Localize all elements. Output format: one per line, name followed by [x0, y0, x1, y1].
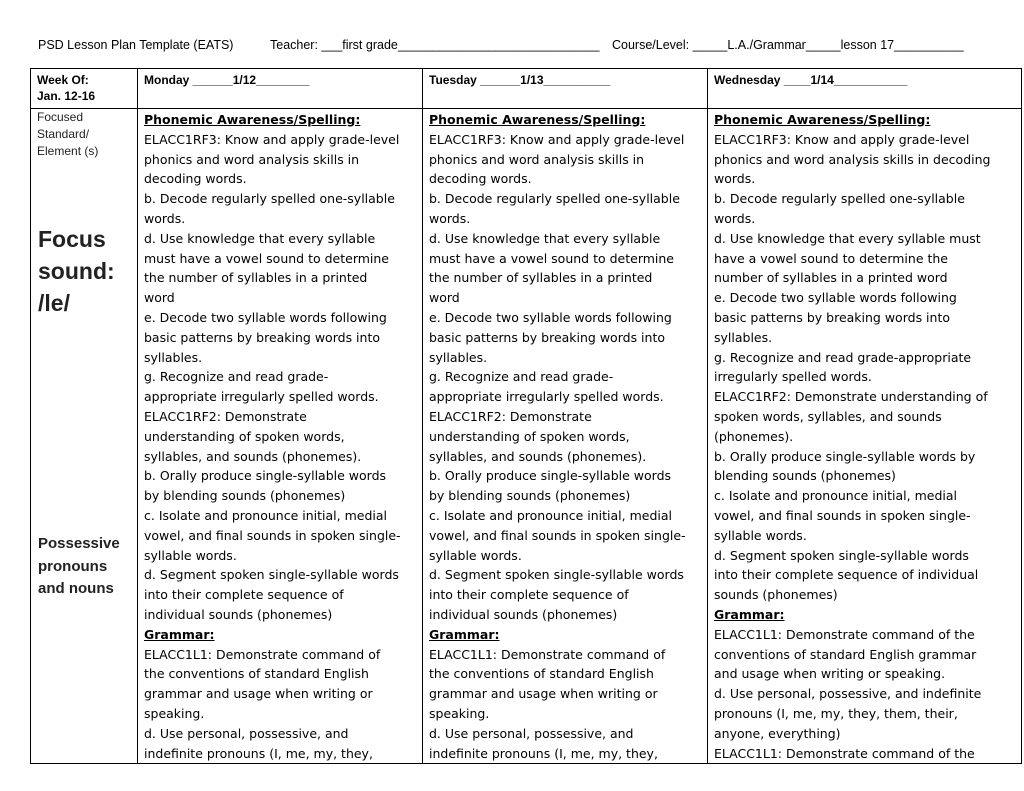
topic-line: pronouns: [38, 557, 108, 575]
standard-line: by blending sounds (phonemes): [429, 488, 631, 504]
phonemic-awareness-heading: Phonemic Awareness/Spelling:: [429, 112, 646, 127]
standard-line: the number of syllables in a printed: [429, 270, 653, 286]
standard-line: syllables.: [144, 349, 203, 365]
week-dates: Jan. 12-16: [37, 89, 96, 103]
standard-line: words.: [429, 210, 471, 226]
grammar-line: grammar and usage when writing or: [144, 686, 373, 702]
standard-line: b. Decode regularly spelled one-syllable: [429, 191, 680, 207]
standard-label-line: Standard/: [37, 127, 90, 141]
standard-line: into their complete sequence of individual: [714, 567, 979, 583]
standard-line: d. Segment spoken single-syllable words: [714, 547, 969, 563]
standard-line: have a vowel sound to determine the: [714, 250, 949, 266]
standard-line: ELACC1RF3: Know and apply grade-level: [144, 131, 400, 147]
standard-line: understanding of spoken words,: [144, 428, 345, 444]
grammar-heading: Grammar:: [429, 626, 500, 642]
standard-label-line: Element (s): [37, 144, 99, 158]
focus-line: Focus: [38, 226, 106, 252]
topic-line: and nouns: [38, 580, 114, 597]
standard-line: appropriate irregularly spelled words.: [429, 389, 664, 405]
standard-line: d. Segment spoken single-syllable words: [144, 567, 399, 583]
standard-line: word: [429, 290, 460, 306]
standard-line: d. Use knowledge that every syllable: [429, 230, 661, 246]
wednesday-label: Wednesday ____1/14___________: [714, 73, 908, 87]
standard-line: irregularly spelled words.: [714, 369, 872, 385]
grammar-line: ELACC1L1: Demonstrate command of: [429, 646, 666, 662]
standard-line: phonics and word analysis skills in decoding: [714, 151, 991, 167]
grammar-line: and usage when writing or speaking.: [714, 666, 946, 682]
tuesday-standards: [429, 109, 707, 763]
standard-line: b. Orally produce single-syllable words: [429, 468, 672, 484]
grammar-line: anyone, everything): [714, 725, 841, 741]
lesson-plan-table: [30, 68, 1022, 764]
standard-line: b. Orally produce single-syllable words by: [714, 448, 976, 464]
standard-line: into their complete sequence of: [429, 587, 629, 603]
monday-header: [138, 69, 423, 109]
standard-line: must have a vowel sound to determine: [429, 250, 675, 266]
standard-line: d. Segment spoken single-syllable words: [429, 567, 684, 583]
grammar-heading: Grammar:: [144, 626, 215, 642]
grammar-line: indefinite pronouns (I, me, my, they,: [429, 745, 658, 761]
page-header: [38, 38, 998, 52]
tuesday-label: Tuesday ______1/13__________: [429, 73, 611, 87]
focus-line: /le/: [38, 290, 70, 316]
standard-line: b. Decode regularly spelled one-syllable: [714, 191, 965, 207]
standard-line: sounds (phonemes): [714, 587, 838, 603]
standard-line: ELACC1RF2: Demonstrate: [144, 408, 307, 424]
standard-line: d. Use knowledge that every syllable must: [714, 230, 981, 246]
focused-standard-label: [37, 109, 137, 160]
table-body-row: [31, 109, 1022, 764]
standard-line: ELACC1RF2: Demonstrate understanding of: [714, 389, 988, 405]
grammar-line: speaking.: [429, 705, 490, 721]
standard-line: words.: [714, 210, 756, 226]
grammar-line: grammar and usage when writing or: [429, 686, 658, 702]
standard-line: understanding of spoken words,: [429, 428, 630, 444]
grammar-line: d. Use personal, possessive, and: [144, 725, 349, 741]
monday-label: Monday ______1/12________: [144, 73, 310, 87]
standard-line: syllables, and sounds (phonemes).: [144, 448, 362, 464]
wednesday-cell: [708, 109, 1022, 764]
standard-line: e. Decode two syllable words following: [144, 309, 387, 325]
standard-line: syllables.: [714, 329, 773, 345]
standard-line: vowel, and final sounds in spoken single-: [714, 507, 971, 523]
grammar-heading: Grammar:: [714, 606, 785, 622]
grammar-line: speaking.: [144, 705, 205, 721]
standard-line: c. Isolate and pronounce initial, medial: [429, 507, 672, 523]
standard-line: syllables.: [429, 349, 488, 365]
standard-line: the number of syllables in a printed: [144, 270, 368, 286]
standard-line: word: [144, 290, 175, 306]
standard-line: basic patterns by breaking words into: [144, 329, 380, 345]
grammar-line: conventions of standard English grammar: [714, 646, 977, 662]
standard-line: vowel, and final sounds in spoken single-: [429, 527, 686, 543]
standard-line: words.: [714, 171, 756, 187]
standard-line: b. Decode regularly spelled one-syllable: [144, 191, 395, 207]
standard-line: g. Recognize and read grade-appropriate: [714, 349, 972, 365]
standard-line: appropriate irregularly spelled words.: [144, 389, 379, 405]
standard-line: e. Decode two syllable words following: [714, 290, 957, 306]
standard-line: g. Recognize and read grade-: [144, 369, 329, 385]
grammar-line: the conventions of standard English: [429, 666, 654, 682]
phonemic-awareness-heading: Phonemic Awareness/Spelling:: [144, 112, 361, 127]
tuesday-cell: [423, 109, 708, 764]
standard-line: by blending sounds (phonemes): [144, 488, 346, 504]
week-of-label: Week Of:: [37, 73, 89, 87]
standard-line: ELACC1RF3: Know and apply grade-level: [429, 131, 685, 147]
standard-line: phonics and word analysis skills in: [429, 151, 645, 167]
topic-line: Possessive: [38, 535, 120, 552]
grammar-line: d. Use personal, possessive, and: [429, 725, 634, 741]
standard-line: blending sounds (phonemes): [714, 468, 896, 484]
grammar-line: pronouns (I, me, my, they, them, their,: [714, 705, 958, 721]
tuesday-header: [423, 69, 708, 109]
grammar-line: indefinite pronouns (I, me, my, they,: [144, 745, 373, 761]
standard-line: c. Isolate and pronounce initial, medial: [144, 507, 387, 523]
grammar-topic: [38, 533, 130, 601]
table-header-row: [31, 69, 1022, 109]
focus-line: sound:: [38, 258, 115, 284]
wednesday-header: [708, 69, 1022, 109]
standard-line: basic patterns by breaking words into: [429, 329, 665, 345]
wednesday-standards: [714, 109, 1021, 763]
standard-line: number of syllables in a printed word: [714, 270, 948, 286]
standard-line: syllable words.: [144, 547, 237, 563]
grammar-line: the conventions of standard English: [144, 666, 369, 682]
standard-line: decoding words.: [144, 171, 247, 187]
standard-line: individual sounds (phonemes): [144, 606, 333, 622]
template-title: PSD Lesson Plan Template (EATS): [38, 38, 234, 52]
standard-line: syllables, and sounds (phonemes).: [429, 448, 647, 464]
week-of-cell: [31, 69, 138, 109]
standard-line: (phonemes).: [714, 428, 794, 444]
standard-line: phonics and word analysis skills in: [144, 151, 360, 167]
standard-line: syllable words.: [429, 547, 522, 563]
standard-line: vowel, and final sounds in spoken single-: [144, 527, 401, 543]
standard-line: must have a vowel sound to determine: [144, 250, 390, 266]
standard-line: basic patterns by breaking words into: [714, 309, 950, 325]
standard-line: d. Use knowledge that every syllable: [144, 230, 376, 246]
standard-line: c. Isolate and pronounce initial, medial: [714, 488, 957, 504]
standard-line: ELACC1RF3: Know and apply grade-level: [714, 131, 970, 147]
teacher-field: Teacher: ___first grade_____________________________: [270, 38, 600, 52]
standard-line: decoding words.: [429, 171, 532, 187]
standard-line: ELACC1RF2: Demonstrate: [429, 408, 592, 424]
focus-column: [31, 109, 138, 764]
monday-standards: [144, 109, 422, 763]
course-level-field: Course/Level: _____L.A./Grammar_____lesson 17__________: [612, 38, 964, 52]
standard-line: syllable words.: [714, 527, 807, 543]
standard-line: b. Orally produce single-syllable words: [144, 468, 387, 484]
standard-line: words.: [144, 210, 186, 226]
standard-line: spoken words, syllables, and sounds: [714, 408, 942, 424]
grammar-line: ELACC1L1: Demonstrate command of the: [714, 745, 975, 761]
monday-cell: [138, 109, 423, 764]
focus-sound: [38, 223, 130, 319]
standard-label-line: Focused: [37, 110, 84, 124]
standard-line: into their complete sequence of: [144, 587, 344, 603]
standard-line: g. Recognize and read grade-: [429, 369, 614, 385]
phonemic-awareness-heading: Phonemic Awareness/Spelling:: [714, 112, 931, 127]
grammar-line: ELACC1L1: Demonstrate command of: [144, 646, 381, 662]
standard-line: individual sounds (phonemes): [429, 606, 618, 622]
grammar-line: d. Use personal, possessive, and indefinite: [714, 686, 982, 702]
standard-line: e. Decode two syllable words following: [429, 309, 672, 325]
grammar-line: ELACC1L1: Demonstrate command of the: [714, 626, 975, 642]
